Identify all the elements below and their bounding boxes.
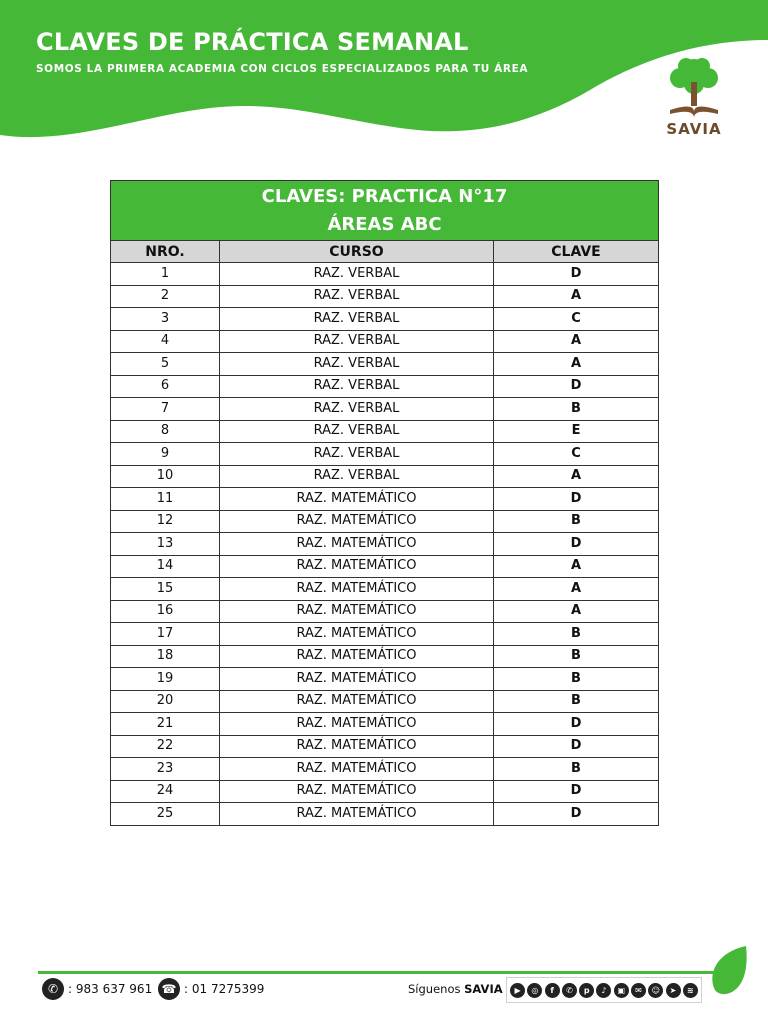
column-header-nro: NRO.	[111, 241, 220, 263]
row-number: 3	[111, 308, 220, 331]
row-number: 14	[111, 555, 220, 578]
row-answer: D	[494, 735, 659, 758]
youtube-icon[interactable]: ▶	[510, 983, 525, 998]
row-answer: A	[494, 353, 659, 376]
row-answer: B	[494, 645, 659, 668]
row-course: RAZ. MATEMÁTICO	[220, 600, 494, 623]
logo-wordmark: SAVIA	[666, 120, 722, 138]
row-number: 20	[111, 690, 220, 713]
column-header-curso: CURSO	[220, 241, 494, 263]
row-number: 22	[111, 735, 220, 758]
row-course: RAZ. VERBAL	[220, 443, 494, 466]
row-number: 19	[111, 668, 220, 691]
row-answer: B	[494, 623, 659, 646]
row-course: RAZ. VERBAL	[220, 353, 494, 376]
row-course: RAZ. MATEMÁTICO	[220, 510, 494, 533]
row-answer: D	[494, 488, 659, 511]
table-row	[111, 375, 659, 398]
table-row	[111, 780, 659, 803]
row-answer: D	[494, 713, 659, 736]
pinterest-icon[interactable]: p	[579, 983, 594, 998]
leaf-icon	[706, 944, 752, 996]
row-answer: A	[494, 285, 659, 308]
social-icons-strip	[506, 977, 702, 1003]
row-course: RAZ. VERBAL	[220, 375, 494, 398]
table-row	[111, 510, 659, 533]
row-number: 24	[111, 780, 220, 803]
spotify-icon[interactable]: ≋	[683, 983, 698, 998]
table-row	[111, 555, 659, 578]
row-answer: D	[494, 803, 659, 826]
page-title: CLAVES DE PRÁCTICA SEMANAL	[36, 28, 469, 56]
table-row	[111, 533, 659, 556]
whatsapp-icon[interactable]: ✆	[562, 983, 577, 998]
row-answer: A	[494, 600, 659, 623]
row-course: RAZ. MATEMÁTICO	[220, 555, 494, 578]
row-number: 11	[111, 488, 220, 511]
column-header-clave: CLAVE	[494, 241, 659, 263]
row-course: RAZ. MATEMÁTICO	[220, 623, 494, 646]
row-answer: B	[494, 668, 659, 691]
row-course: RAZ. MATEMÁTICO	[220, 758, 494, 781]
row-answer: B	[494, 510, 659, 533]
row-answer: E	[494, 420, 659, 443]
table-title: CLAVES: PRACTICA N°17 ÁREAS ABC	[111, 181, 659, 241]
row-number: 2	[111, 285, 220, 308]
row-course: RAZ. VERBAL	[220, 465, 494, 488]
table-body	[111, 263, 659, 826]
row-course: RAZ. MATEMÁTICO	[220, 533, 494, 556]
page-subtitle: SOMOS LA PRIMERA ACADEMIA CON CICLOS ESPECIALIZADOS PARA TU ÁREA	[36, 63, 529, 75]
row-course: RAZ. MATEMÁTICO	[220, 780, 494, 803]
table-row	[111, 645, 659, 668]
row-answer: D	[494, 533, 659, 556]
row-number: 6	[111, 375, 220, 398]
row-course: RAZ. VERBAL	[220, 263, 494, 286]
facebook-icon[interactable]: f	[545, 983, 560, 998]
table-row	[111, 758, 659, 781]
footer-divider	[38, 971, 738, 974]
header-banner	[0, 0, 768, 150]
table-row	[111, 713, 659, 736]
table-row	[111, 308, 659, 331]
tiktok-icon[interactable]: ♪	[596, 983, 611, 998]
table-row	[111, 690, 659, 713]
table-row	[111, 420, 659, 443]
table-row	[111, 488, 659, 511]
row-answer: D	[494, 263, 659, 286]
table-row	[111, 623, 659, 646]
telegram-icon[interactable]: ➤	[666, 983, 681, 998]
row-number: 8	[111, 420, 220, 443]
row-number: 17	[111, 623, 220, 646]
instagram-icon[interactable]: ◎	[527, 983, 542, 998]
row-number: 4	[111, 330, 220, 353]
row-answer: A	[494, 578, 659, 601]
row-number: 25	[111, 803, 220, 826]
table-row	[111, 285, 659, 308]
phone-icon: ☎	[158, 978, 180, 1000]
table-row	[111, 330, 659, 353]
whatsapp-contact	[42, 978, 152, 1000]
table-row	[111, 600, 659, 623]
phone-number: : 01 7275399	[184, 982, 265, 996]
row-course: RAZ. MATEMÁTICO	[220, 803, 494, 826]
row-answer: A	[494, 555, 659, 578]
row-course: RAZ. MATEMÁTICO	[220, 645, 494, 668]
row-answer: B	[494, 690, 659, 713]
follow-text: Síguenos SAVIA	[408, 982, 503, 996]
table-row	[111, 465, 659, 488]
row-answer: B	[494, 398, 659, 421]
table-row	[111, 735, 659, 758]
row-number: 13	[111, 533, 220, 556]
table-row	[111, 398, 659, 421]
row-answer: D	[494, 780, 659, 803]
row-course: RAZ. VERBAL	[220, 420, 494, 443]
discord-icon[interactable]: ☺	[648, 983, 663, 998]
row-course: RAZ. VERBAL	[220, 398, 494, 421]
row-number: 5	[111, 353, 220, 376]
answer-key-table	[110, 180, 659, 826]
row-course: RAZ. MATEMÁTICO	[220, 578, 494, 601]
row-course: RAZ. MATEMÁTICO	[220, 668, 494, 691]
row-number: 7	[111, 398, 220, 421]
whatsapp-icon: ✆	[42, 978, 64, 1000]
row-number: 18	[111, 645, 220, 668]
table-row	[111, 263, 659, 286]
row-number: 15	[111, 578, 220, 601]
row-answer: A	[494, 465, 659, 488]
table-row	[111, 803, 659, 826]
row-course: RAZ. MATEMÁTICO	[220, 735, 494, 758]
row-course: RAZ. MATEMÁTICO	[220, 488, 494, 511]
row-answer: B	[494, 758, 659, 781]
row-answer: D	[494, 375, 659, 398]
row-course: RAZ. MATEMÁTICO	[220, 713, 494, 736]
twitch-icon[interactable]: ▣	[614, 983, 629, 998]
row-course: RAZ. VERBAL	[220, 308, 494, 331]
table-row	[111, 353, 659, 376]
whatsapp-number: : 983 637 961	[68, 982, 153, 996]
row-number: 12	[111, 510, 220, 533]
table-row	[111, 443, 659, 466]
row-course: RAZ. MATEMÁTICO	[220, 690, 494, 713]
table-row	[111, 578, 659, 601]
row-course: RAZ. VERBAL	[220, 285, 494, 308]
row-number: 10	[111, 465, 220, 488]
messenger-icon[interactable]: ✉	[631, 983, 646, 998]
row-number: 23	[111, 758, 220, 781]
row-course: RAZ. VERBAL	[220, 330, 494, 353]
row-number: 16	[111, 600, 220, 623]
row-answer: A	[494, 330, 659, 353]
row-number: 21	[111, 713, 220, 736]
table-row	[111, 668, 659, 691]
row-answer: C	[494, 443, 659, 466]
phone-contact	[158, 978, 264, 1000]
row-number: 9	[111, 443, 220, 466]
row-answer: C	[494, 308, 659, 331]
row-number: 1	[111, 263, 220, 286]
